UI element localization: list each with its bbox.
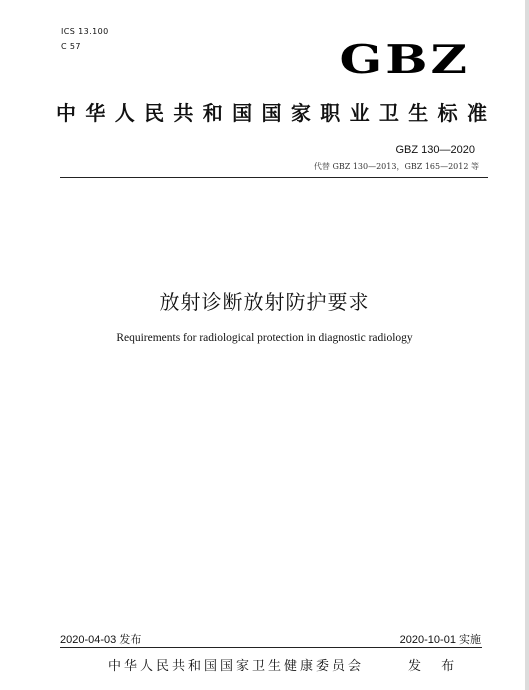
replaces-note: 代替 GBZ 130—2013，GBZ 165—2012 等 bbox=[313, 162, 479, 171]
document-title-chinese: 放射诊断放射防护要求 bbox=[159, 290, 370, 314]
bottom-divider bbox=[60, 647, 482, 648]
standard-type-title: 中华人民共和国国家职业卫生标准 bbox=[56, 101, 488, 125]
gbz-logo: GBZ bbox=[339, 36, 470, 83]
issue-date: 2020-04-03 发布 bbox=[60, 634, 142, 646]
ccs-code: C 57 bbox=[61, 42, 81, 51]
page-edge-border bbox=[525, 0, 529, 690]
standard-number: GBZ 130—2020 bbox=[395, 144, 475, 156]
ics-code: ICS 13.100 bbox=[61, 27, 109, 36]
publish-label: 发 布 bbox=[408, 659, 463, 674]
top-divider bbox=[60, 177, 488, 178]
document-title-english: Requirements for radiological protection in diagnostic radiology bbox=[116, 332, 413, 344]
implementation-date: 2020-10-01 实施 bbox=[399, 634, 481, 646]
publisher-name: 中华人民共和国国家卫生健康委员会 bbox=[108, 659, 365, 674]
